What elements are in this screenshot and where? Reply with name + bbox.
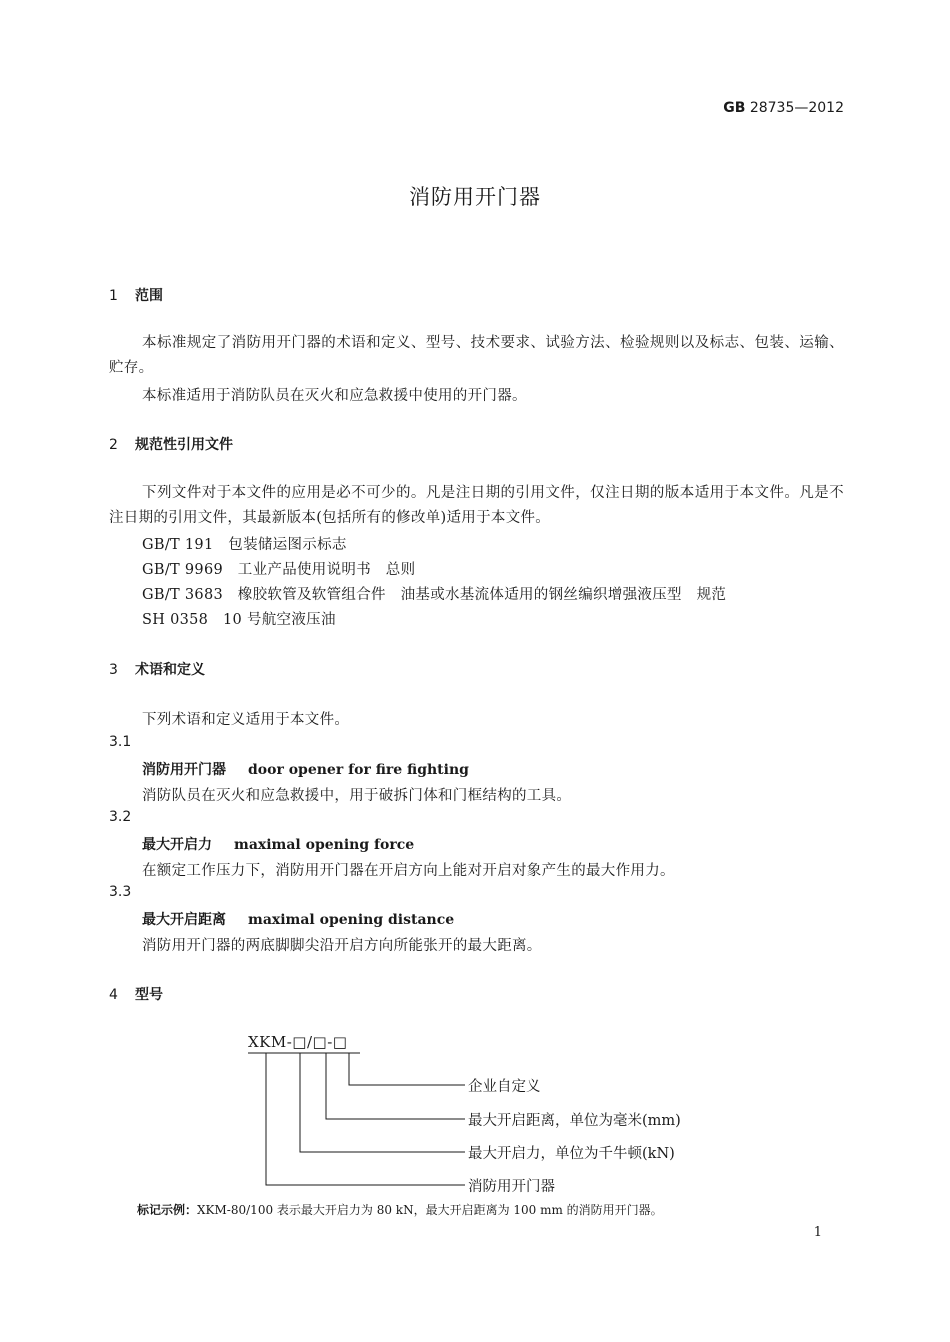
diagram-label: 最大开启力，单位为千牛顿(kN) (468, 1146, 675, 1162)
diagram-label: 消防用开门器 (468, 1179, 555, 1195)
term-zh: 最大开启距离 (142, 912, 226, 928)
term-en: maximal opening distance (248, 912, 455, 928)
leader-line-2 (326, 1053, 465, 1119)
section-1-paragraph-1: 本标准规定了消防用开门器的术语和定义、型号、技术要求、试验方法、检验规则以及标志、包装、运输、贮存。 (109, 335, 844, 376)
term-en: maximal opening force (234, 837, 415, 853)
reference-item: GB/T 9969 工业产品使用说明书 总则 (142, 562, 416, 578)
term-definition: 在额定工作压力下，消防用开门器在开启方向上能对开启对象产生的最大作用力。 (142, 863, 675, 879)
note-text: XKM-80/100 表示最大开启力为 80 kN，最大开启距离为 100 mm 的消防用开门器。 (197, 1203, 663, 1217)
document-title: 消防用开门器 (409, 185, 541, 209)
term-zh: 消防用开门器 (142, 762, 226, 778)
section-1-paragraph-2: 本标准适用于消防队员在灭火和应急救援中使用的开门器。 (142, 388, 527, 404)
leader-line-3 (300, 1053, 465, 1152)
section-number: 2 (109, 437, 118, 453)
section-number: 3 (109, 662, 118, 678)
section-title: 规范性引用文件 (135, 437, 233, 453)
term-definition: 消防队员在灭火和应急救援中，用于破拆门体和门框结构的工具。 (142, 788, 572, 804)
term-zh: 最大开启力 (142, 837, 212, 853)
note-label: 标记示例： (137, 1203, 198, 1217)
standard-number: 28735—2012 (749, 100, 844, 116)
reference-item: GB/T 191 包装储运图示标志 (142, 537, 347, 553)
term-number: 3.1 (109, 734, 132, 750)
model-code: XKM-□/□-□ (248, 1033, 348, 1051)
section-title: 型号 (135, 987, 163, 1003)
marking-example (137, 1201, 663, 1218)
section-title: 范围 (135, 288, 163, 304)
standard-prefix: GB (723, 100, 746, 116)
section-2-paragraph-1: 下列文件对于本文件的应用是必不可少的。凡是注日期的引用文件，仅注日期的版本适用于本文件。凡是不注日期的引用文件，其最新版本(包括所有的修改单)适用于本文件。 (109, 485, 844, 526)
leader-line-1 (349, 1053, 465, 1085)
section-number: 1 (109, 288, 118, 304)
section-number: 4 (109, 987, 118, 1003)
page-number: 1 (813, 1225, 822, 1240)
term-definition: 消防用开门器的两底脚脚尖沿开启方向所能张开的最大距离。 (142, 938, 542, 954)
term-number: 3.3 (109, 884, 132, 900)
diagram-label: 最大开启距离，单位为毫米(mm) (468, 1113, 681, 1129)
section-title: 术语和定义 (135, 662, 205, 678)
term-number: 3.2 (109, 809, 132, 825)
term-en: door opener for fire fighting (248, 762, 469, 778)
diagram-label: 企业自定义 (468, 1079, 541, 1095)
section-3-intro: 下列术语和定义适用于本文件。 (142, 712, 350, 728)
reference-item: SH 0358 10 号航空液压油 (142, 612, 336, 628)
reference-item: GB/T 3683 橡胶软管及软管组合件 油基或水基流体适用的钢丝编织增强液压型 规范 (142, 587, 727, 603)
